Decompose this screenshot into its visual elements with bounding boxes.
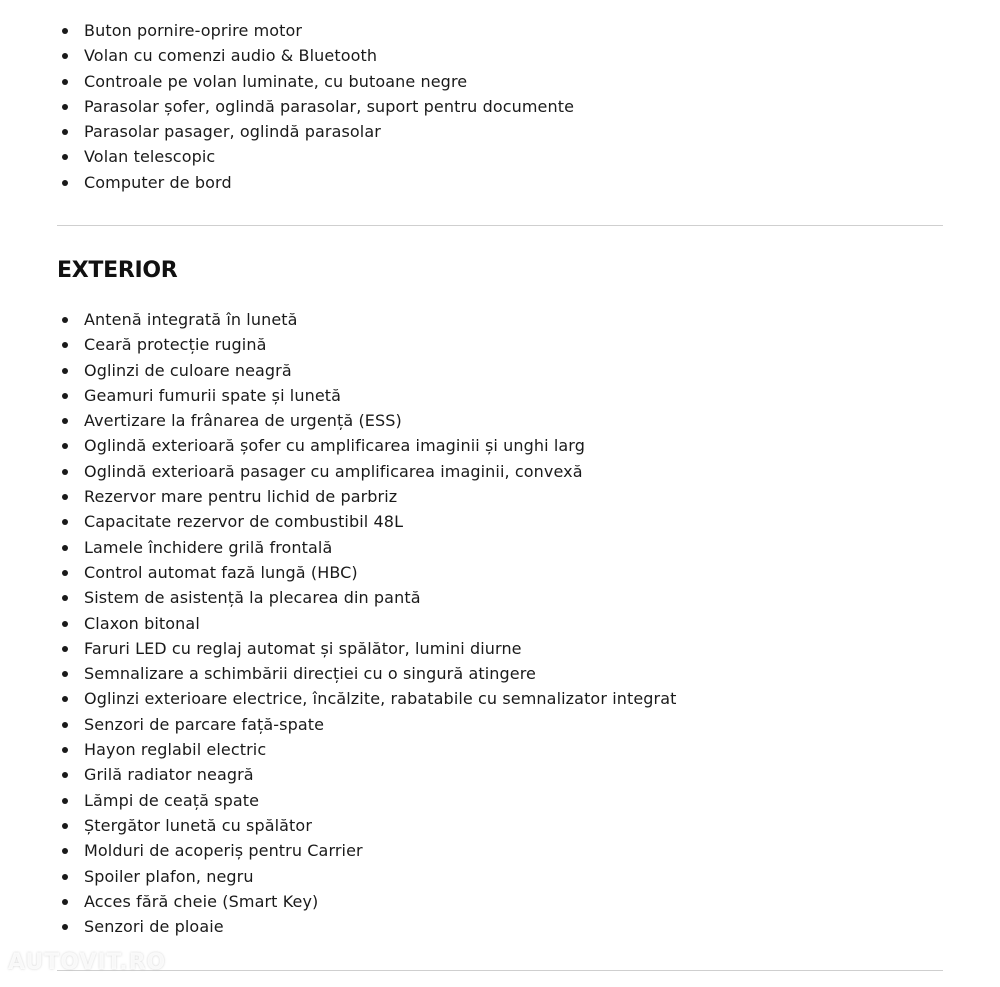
list-item — [57, 686, 677, 711]
list-item — [57, 383, 677, 408]
list-item — [57, 433, 677, 458]
bullet-icon — [62, 469, 68, 475]
bullet-icon — [62, 368, 68, 374]
bullet-icon — [62, 874, 68, 880]
list-item-label: Lămpi de ceață spate — [84, 790, 260, 810]
list-item — [57, 43, 574, 68]
list-item-label: Sistem de asistență la plecarea din pantă — [84, 588, 421, 608]
list-item-label: Faruri LED cu reglaj automat și spălător, lumini diurne — [84, 638, 522, 658]
list-item-label: Ștergător lunetă cu spălător — [84, 815, 313, 835]
section-title-exterior: EXTERIOR — [57, 258, 178, 283]
list-item — [57, 636, 677, 661]
list-item-label: Capacitate rezervor de combustibil 48L — [84, 512, 404, 532]
list-item — [57, 119, 574, 144]
list-item-label: Rezervor mare pentru lichid de parbriz — [84, 487, 398, 507]
list-item-label: Senzori de parcare față-spate — [84, 714, 325, 734]
bullet-icon — [62, 924, 68, 930]
list-item — [57, 585, 677, 610]
bullet-icon — [62, 53, 68, 59]
list-item-label: Oglindă exterioară pasager cu amplificarea imaginii, convexă — [84, 461, 583, 481]
bullet-icon — [62, 646, 68, 652]
list-item-label: Controale pe volan luminate, cu butoane negre — [84, 71, 468, 91]
bullet-icon — [62, 798, 68, 804]
list-item — [57, 484, 677, 509]
bullet-icon — [62, 418, 68, 424]
list-item-label: Geamuri fumurii spate și lunetă — [84, 385, 342, 405]
list-item-label: Control automat fază lungă (HBC) — [84, 562, 358, 582]
list-item-label: Parasolar pasager, oglindă parasolar — [84, 122, 381, 142]
bullet-icon — [62, 570, 68, 576]
list-item — [57, 813, 677, 838]
list-item-label: Computer de bord — [84, 172, 232, 192]
list-item — [57, 509, 677, 534]
interior-feature-list — [57, 18, 574, 195]
list-item-label: Avertizare la frânarea de urgență (ESS) — [84, 411, 402, 431]
list-item — [57, 737, 677, 762]
bullet-icon — [62, 519, 68, 525]
list-item — [57, 864, 677, 889]
list-item-label: Oglinzi exterioare electrice, încălzite, rabatabile cu semnalizator integrat — [84, 689, 677, 709]
list-item-label: Volan cu comenzi audio & Bluetooth — [84, 46, 378, 66]
list-item — [57, 560, 677, 585]
bullet-icon — [62, 129, 68, 135]
bullet-icon — [62, 443, 68, 449]
list-item — [57, 838, 677, 863]
list-item — [57, 144, 574, 169]
list-item-label: Parasolar șofer, oglindă parasolar, suport pentru documente — [84, 96, 575, 116]
bullet-icon — [62, 696, 68, 702]
list-item — [57, 69, 574, 94]
bullet-icon — [62, 722, 68, 728]
list-item — [57, 408, 677, 433]
list-item — [57, 661, 677, 686]
bullet-icon — [62, 772, 68, 778]
list-item-label: Buton pornire-oprire motor — [84, 21, 303, 40]
list-item — [57, 18, 574, 43]
list-item-label: Oglindă exterioară șofer cu amplificarea imaginii și unghi larg — [84, 436, 585, 456]
bullet-icon — [62, 848, 68, 854]
bullet-icon — [62, 545, 68, 551]
list-item — [57, 535, 677, 560]
bullet-icon — [62, 180, 68, 186]
bullet-icon — [62, 671, 68, 677]
list-item — [57, 712, 677, 737]
bullet-icon — [62, 595, 68, 601]
bullet-icon — [62, 899, 68, 905]
watermark-logo: AUTOVIT.RO — [8, 950, 167, 975]
list-item-label: Spoiler plafon, negru — [84, 866, 254, 886]
bullet-icon — [62, 79, 68, 85]
bullet-icon — [62, 317, 68, 323]
bullet-icon — [62, 494, 68, 500]
list-item — [57, 358, 677, 383]
list-item-label: Hayon reglabil electric — [84, 740, 267, 760]
bullet-icon — [62, 342, 68, 348]
bullet-icon — [62, 747, 68, 753]
list-item — [57, 170, 574, 195]
list-item-label: Lamele închidere grilă frontală — [84, 537, 333, 557]
list-item — [57, 762, 677, 787]
bullet-icon — [62, 621, 68, 627]
section-divider — [57, 225, 943, 226]
section-divider — [57, 970, 943, 971]
list-item-label: Acces fără cheie (Smart Key) — [84, 891, 319, 911]
list-item-label: Molduri de acoperiș pentru Carrier — [84, 841, 363, 861]
list-item — [57, 788, 677, 813]
list-item — [57, 914, 677, 939]
list-item-label: Oglinzi de culoare neagră — [84, 360, 292, 380]
list-item — [57, 889, 677, 914]
list-item-label: Grilă radiator neagră — [84, 765, 254, 785]
list-item-label: Senzori de ploaie — [84, 917, 224, 937]
list-item — [57, 611, 677, 636]
list-item — [57, 94, 574, 119]
bullet-icon — [62, 28, 68, 34]
list-item-label: Semnalizare a schimbării direcției cu o singură atingere — [84, 664, 536, 684]
list-item — [57, 459, 677, 484]
list-item — [57, 307, 677, 332]
list-item — [57, 332, 677, 357]
bullet-icon — [62, 154, 68, 160]
bullet-icon — [62, 393, 68, 399]
exterior-feature-list — [57, 307, 677, 939]
list-item-label: Ceară protecție rugină — [84, 335, 267, 355]
bullet-icon — [62, 104, 68, 110]
list-item-label: Antenă integrată în lunetă — [84, 310, 298, 329]
list-item-label: Volan telescopic — [84, 147, 216, 167]
list-item-label: Claxon bitonal — [84, 613, 200, 633]
bullet-icon — [62, 823, 68, 829]
